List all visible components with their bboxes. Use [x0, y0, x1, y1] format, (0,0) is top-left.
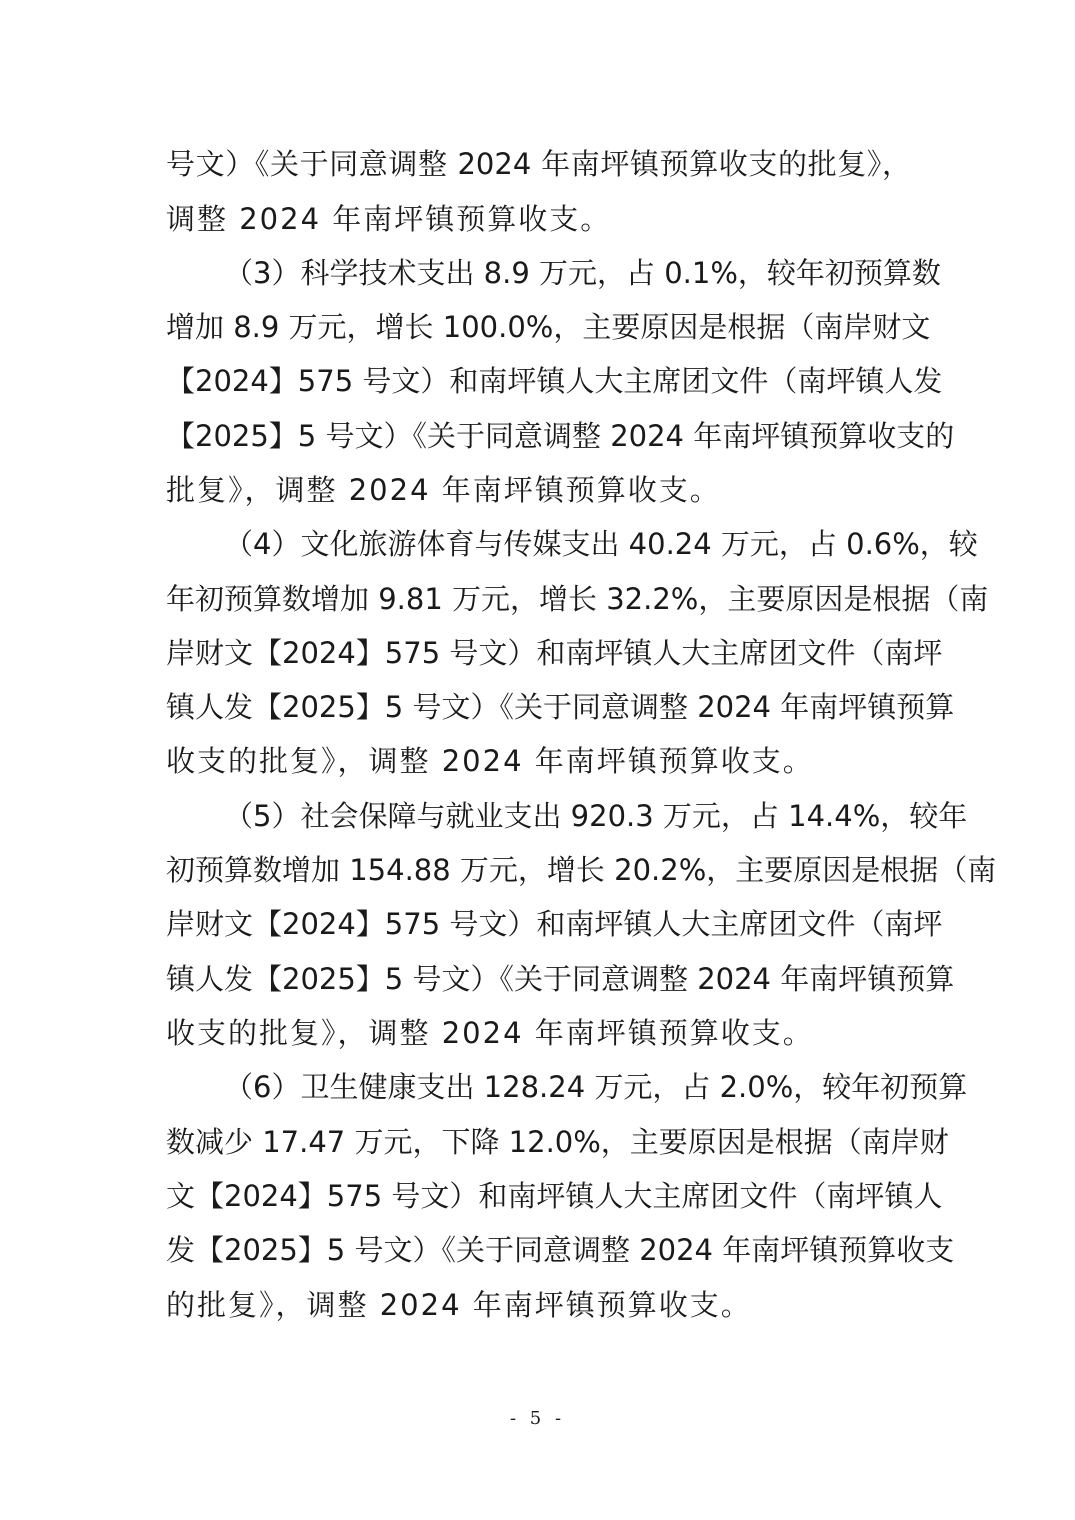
- text-line: 收支的批复》，调整 2024 年南坪镇预算收支。: [166, 744, 814, 778]
- text-line: 的批复》，调整 2024 年南坪镇预算收支。: [166, 1288, 752, 1322]
- paragraph-4-first-line: （4）文化旅游体育与传媒支出 40.24 万元，占 0.6%，较: [224, 527, 978, 561]
- text-line: 岸财文【2024】575 号文）和南坪镇人大主席团文件（南坪: [166, 636, 943, 670]
- paragraph-3-first-line: （3）科学技术支出 8.9 万元，占 0.1%，较年初预算数: [224, 256, 941, 290]
- text-line: 号文）《关于同意调整 2024 年南坪镇预算收支的批复》，: [166, 147, 911, 181]
- text-line: 批复》，调整 2024 年南坪镇预算收支。: [166, 473, 721, 507]
- page-number: - 5 -: [509, 1408, 566, 1429]
- paragraph-6-first-line: （6）卫生健康支出 128.24 万元，占 2.0%，较年初预算: [224, 1070, 968, 1104]
- text-line: 年初预算数增加 9.81 万元，增长 32.2%，主要原因是根据（南: [166, 582, 989, 616]
- text-line: 文【2024】575 号文）和南坪镇人大主席团文件（南坪镇人: [166, 1179, 943, 1213]
- text-line: 【2024】575 号文）和南坪镇人大主席团文件（南坪镇人发: [166, 364, 943, 398]
- text-line: 调整 2024 年南坪镇预算收支。: [166, 202, 612, 236]
- text-line: 数减少 17.47 万元，下降 12.0%，主要原因是根据（南岸财: [166, 1125, 949, 1159]
- paragraph-5-first-line: （5）社会保障与就业支出 920.3 万元，占 14.4%，较年: [224, 799, 968, 833]
- text-line: 收支的批复》，调整 2024 年南坪镇预算收支。: [166, 1016, 814, 1050]
- text-line: 岸财文【2024】575 号文）和南坪镇人大主席团文件（南坪: [166, 907, 943, 941]
- text-line: 增加 8.9 万元，增长 100.0%，主要原因是根据（南岸财文: [166, 310, 931, 344]
- text-line: 初预算数增加 154.88 万元，增长 20.2%，主要原因是根据（南: [166, 853, 997, 887]
- text-line: 镇人发【2025】5 号文）《关于同意调整 2024 年南坪镇预算: [166, 690, 955, 724]
- text-line: 【2025】5 号文）《关于同意调整 2024 年南坪镇预算收支的: [166, 419, 955, 453]
- text-line: 发【2025】5 号文）《关于同意调整 2024 年南坪镇预算收支: [166, 1233, 955, 1267]
- text-line: 镇人发【2025】5 号文）《关于同意调整 2024 年南坪镇预算: [166, 962, 955, 996]
